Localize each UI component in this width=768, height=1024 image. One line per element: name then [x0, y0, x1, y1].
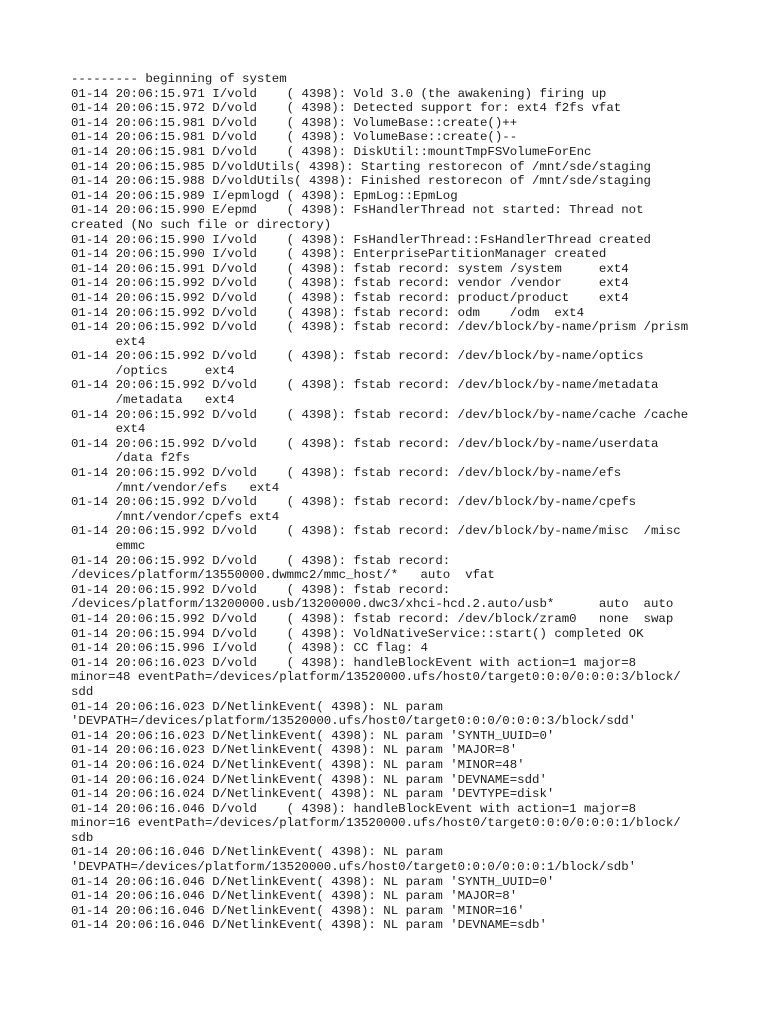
- log-line: 01-14 20:06:15.992 D/vold ( 4398): fstab record: /dev/block/by-name/cpefs: [71, 495, 637, 510]
- log-line: sdb: [71, 830, 94, 845]
- log-line: 01-14 20:06:16.024 D/NetlinkEvent( 4398): NL param 'DEVNAME=sdd': [71, 772, 547, 787]
- log-line: 01-14 20:06:15.981 D/vold ( 4398): DiskUtil::mountTmpFSVolumeForEnc: [71, 144, 592, 159]
- log-line: 01-14 20:06:15.992 D/vold ( 4398): fstab record:: [71, 553, 451, 568]
- log-line: 01-14 20:06:15.992 D/vold ( 4398): fstab record: /dev/block/by-name/optics: [71, 349, 644, 364]
- log-line: 01-14 20:06:15.992 D/vold ( 4398): fstab record: /dev/block/by-name/userdata: [71, 436, 659, 451]
- log-line: 01-14 20:06:16.046 D/NetlinkEvent( 4398): NL param 'DEVNAME=sdb': [71, 918, 547, 933]
- log-line: ext4: [71, 422, 146, 437]
- log-line: 01-14 20:06:15.992 D/vold ( 4398): fstab record: /dev/block/zram0 none swap: [71, 611, 674, 626]
- log-line: 01-14 20:06:16.046 D/NetlinkEvent( 4398): NL param 'MINOR=16': [71, 903, 525, 918]
- log-line: 01-14 20:06:15.992 D/vold ( 4398): fstab record: /dev/block/by-name/cache /cache: [71, 407, 689, 422]
- log-line: 01-14 20:06:16.046 D/NetlinkEvent( 4398): NL param 'MAJOR=8': [71, 889, 518, 904]
- log-line: 01-14 20:06:15.992 D/vold ( 4398): fstab record: /dev/block/by-name/efs: [71, 466, 622, 481]
- log-line: /metadata ext4: [71, 393, 235, 408]
- log-line: 01-14 20:06:15.989 I/epmlogd ( 4398): EpmLog::EpmLog: [71, 188, 458, 203]
- log-line: 01-14 20:06:15.990 E/epmd ( 4398): FsHandlerThread not started: Thread not: [71, 203, 644, 218]
- log-line: 01-14 20:06:16.023 D/NetlinkEvent( 4398): NL param: [71, 699, 443, 714]
- log-line: 01-14 20:06:16.024 D/NetlinkEvent( 4398): NL param 'MINOR=48': [71, 757, 525, 772]
- log-line: /mnt/vendor/cpefs ext4: [71, 509, 280, 524]
- log-line: 01-14 20:06:15.990 I/vold ( 4398): EnterprisePartitionManager created: [71, 247, 607, 262]
- log-line: 01-14 20:06:15.981 D/vold ( 4398): VolumeBase::create()++: [71, 115, 518, 130]
- log-line: 01-14 20:06:15.992 D/vold ( 4398): fstab record:: [71, 582, 451, 597]
- log-line: minor=48 eventPath=/devices/platform/13520000.ufs/host0/target0:0:0/0:0:0:3/block/: [71, 670, 681, 685]
- log-line: 01-14 20:06:15.992 D/vold ( 4398): fstab record: /dev/block/by-name/prism /prism: [71, 320, 689, 335]
- log-line: /data f2fs: [71, 451, 190, 466]
- log-line: 01-14 20:06:16.023 D/vold ( 4398): handleBlockEvent with action=1 major=8: [71, 655, 637, 670]
- log-body: [71, 72, 703, 933]
- log-line: created (No such file or directory): [71, 217, 332, 232]
- log-document: [71, 72, 703, 933]
- log-line: 01-14 20:06:15.991 D/vold ( 4398): fstab record: system /system ext4: [71, 261, 629, 276]
- log-line: 'DEVPATH=/devices/platform/13520000.ufs/host0/target0:0:0/0:0:0:1/block/sdb': [71, 860, 637, 875]
- log-line: 01-14 20:06:15.996 I/vold ( 4398): CC flag: 4: [71, 641, 428, 656]
- log-line: 01-14 20:06:15.985 D/voldUtils( 4398): Starting restorecon of /mnt/sde/staging: [71, 159, 651, 174]
- log-line: 01-14 20:06:16.024 D/NetlinkEvent( 4398): NL param 'DEVTYPE=disk': [71, 787, 555, 802]
- log-line: 01-14 20:06:16.023 D/NetlinkEvent( 4398): NL param 'MAJOR=8': [71, 743, 518, 758]
- log-line: 01-14 20:06:15.994 D/vold ( 4398): VoldNativeService::start() completed OK: [71, 626, 644, 641]
- log-line: 01-14 20:06:15.992 D/vold ( 4398): fstab record: vendor /vendor ext4: [71, 276, 629, 291]
- log-line: 01-14 20:06:16.046 D/vold ( 4398): handleBlockEvent with action=1 major=8: [71, 801, 637, 816]
- log-line: 01-14 20:06:15.992 D/vold ( 4398): fstab record: product/product ext4: [71, 290, 629, 305]
- log-line: /optics ext4: [71, 363, 235, 378]
- log-line: emmc: [71, 539, 146, 553]
- log-line: 01-14 20:06:15.972 D/vold ( 4398): Detected support for: ext4 f2fs vfat: [71, 101, 622, 116]
- log-line: 01-14 20:06:15.992 D/vold ( 4398): fstab record: /dev/block/by-name/misc /misc: [71, 524, 681, 539]
- log-line: 01-14 20:06:15.971 I/vold ( 4398): Vold 3.0 (the awakening) firing up: [71, 86, 607, 101]
- log-line: sdd: [71, 684, 94, 699]
- log-line: /devices/platform/13550000.dwmmc2/mmc_host/* auto vfat: [71, 568, 495, 583]
- log-line: /devices/platform/13200000.usb/13200000.dwc3/xhci-hcd.2.auto/usb* auto auto: [71, 597, 674, 612]
- log-line: 01-14 20:06:15.988 D/voldUtils( 4398): Finished restorecon of /mnt/sde/staging: [71, 174, 651, 189]
- log-line: 'DEVPATH=/devices/platform/13520000.ufs/host0/target0:0:0/0:0:0:3/block/sdd': [71, 714, 637, 729]
- log-line: 01-14 20:06:15.981 D/vold ( 4398): VolumeBase::create()--: [71, 130, 518, 145]
- log-line: ext4: [71, 334, 146, 349]
- log-line: 01-14 20:06:15.992 D/vold ( 4398): fstab record: /dev/block/by-name/metadata: [71, 378, 659, 393]
- log-line: minor=16 eventPath=/devices/platform/13520000.ufs/host0/target0:0:0/0:0:0:1/block/: [71, 816, 681, 831]
- log-line: 01-14 20:06:16.046 D/NetlinkEvent( 4398): NL param 'SYNTH_UUID=0': [71, 874, 555, 889]
- log-line: /mnt/vendor/efs ext4: [71, 480, 280, 495]
- log-line: 01-14 20:06:16.046 D/NetlinkEvent( 4398): NL param: [71, 845, 443, 860]
- log-line: 01-14 20:06:15.992 D/vold ( 4398): fstab record: odm /odm ext4: [71, 305, 585, 320]
- log-line: 01-14 20:06:16.023 D/NetlinkEvent( 4398): NL param 'SYNTH_UUID=0': [71, 728, 555, 743]
- log-line: --------- beginning of system: [71, 72, 287, 86]
- log-line: 01-14 20:06:15.990 I/vold ( 4398): FsHandlerThread::FsHandlerThread created: [71, 232, 651, 247]
